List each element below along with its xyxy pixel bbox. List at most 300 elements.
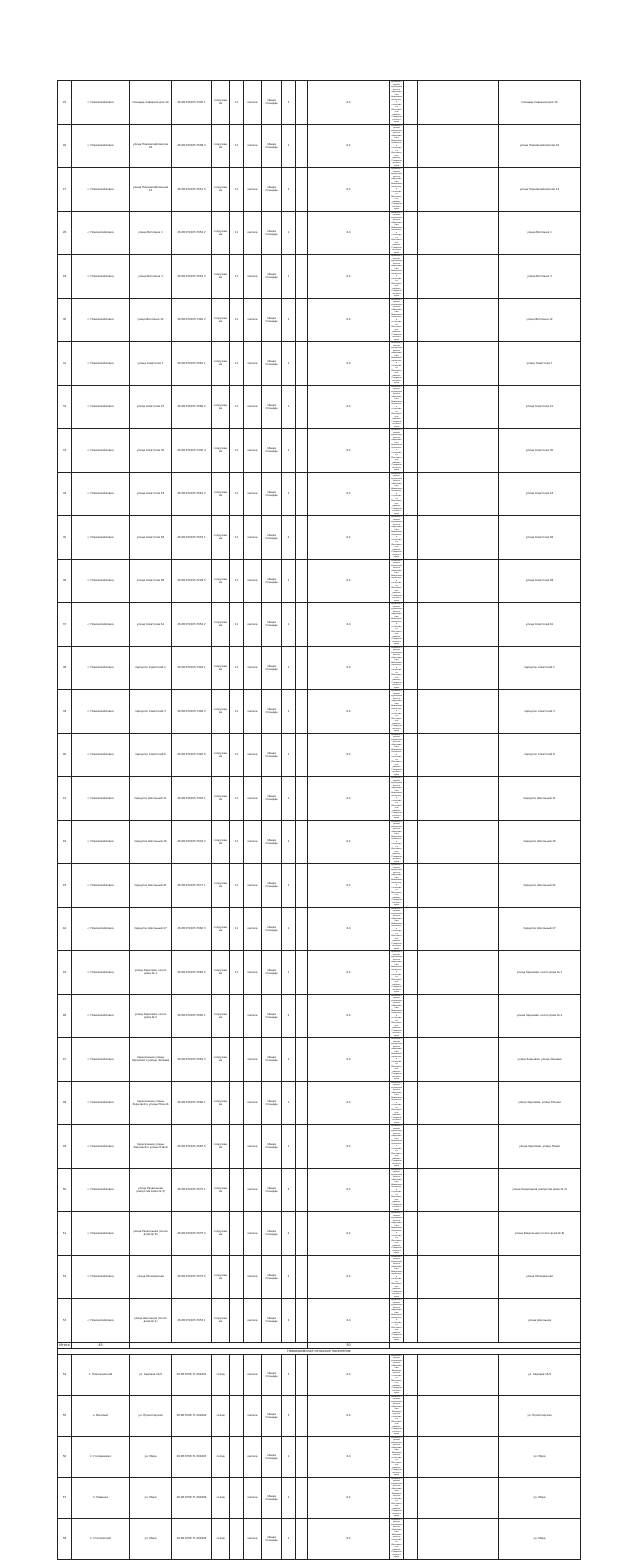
register-sheet [57, 80, 580, 1560]
row-locality: х. Степновский [72, 1518, 130, 1559]
row-number: 49 [58, 1125, 72, 1169]
row-category: общая площадь [262, 690, 282, 734]
row-area: 2 [282, 1299, 296, 1343]
row-form: мелкое [244, 646, 262, 690]
row-empty [404, 1255, 418, 1299]
row-owner: администрация муниципального образования Новомихайловского сельсовета Ипатовского района Ставропольского края [391, 646, 402, 689]
row-locality: с. Новомихайловка [72, 690, 130, 734]
row-empty [296, 1395, 308, 1436]
row-locality: с. Новомихайловка [72, 168, 130, 212]
row-number: 48 [58, 1081, 72, 1125]
row-number: 33 [58, 429, 72, 473]
row-value [230, 1436, 244, 1477]
row-empty [296, 385, 308, 429]
row-form: мелкое [244, 168, 262, 212]
table-row [58, 124, 581, 168]
row-value [230, 1255, 244, 1299]
row-form: мелкое [244, 777, 262, 821]
row-area: 1 [282, 820, 296, 864]
row-value [230, 994, 244, 1038]
row-street: улица Советская 21 [130, 385, 172, 429]
row-form: мелкое [244, 994, 262, 1038]
row-street: пересечение улицы Зерновой и улицы Южной [130, 1081, 172, 1125]
row-area: 1 [282, 646, 296, 690]
row-cadastre: 26:08:0708 71 000405 [172, 1518, 212, 1559]
row-owner: администрация муниципального образования Новомихайловского сельсовета Ипатовского района Ставропольского края [391, 559, 402, 602]
row-owner: администрация муниципального образования Новомихайловского сельсовета Ипатовского района Ставропольского края [391, 777, 402, 819]
table-row [58, 255, 581, 299]
row-number: 55 [58, 1395, 72, 1436]
row-category: общая площадь [262, 1299, 282, 1343]
row-number: 25 [58, 81, 72, 125]
row-ratio: 0,4 [308, 124, 390, 168]
row-number: 31 [58, 342, 72, 386]
row-value: 11 [230, 733, 244, 777]
row-area: 1 [282, 211, 296, 255]
row-ratio: 0,4 [308, 298, 390, 342]
row-kind: склад [212, 1354, 230, 1395]
row-empty [418, 951, 499, 995]
table-row [58, 516, 581, 560]
row-ratio: 0,4 [308, 646, 390, 690]
row-empty [404, 1518, 418, 1559]
row-empty [296, 472, 308, 516]
row-street: переулок Школьный 16 [130, 820, 172, 864]
row-area: 1 [282, 1081, 296, 1125]
row-area: 1 [282, 603, 296, 647]
row-cadastre: 26:08:070105:7075 5 [172, 1255, 212, 1299]
row-value: 11 [230, 298, 244, 342]
row-empty [296, 81, 308, 125]
row-owner: администрация муниципального образования Новомихайловского сельсовета Ипатовского района Ставропольского края [391, 994, 402, 1037]
row-owner: администрация муниципального образования Новомихайловского сельсовета Ипатовского района Ставропольского края [391, 211, 402, 254]
row-number: 53 [58, 1299, 72, 1343]
row-empty [296, 1477, 308, 1518]
row-empty [296, 1518, 308, 1559]
row-area: 1 [282, 124, 296, 168]
row-locality: с. Новомихайловка [72, 777, 130, 821]
row-empty [404, 1477, 418, 1518]
row-empty [404, 820, 418, 864]
row-number: 44 [58, 907, 72, 951]
row-kind: сооружение [212, 1212, 230, 1256]
row-empty [296, 168, 308, 212]
row-ratio: 0,4 [308, 603, 390, 647]
row-number: 50 [58, 1168, 72, 1212]
row-locality: с. Новомихайловка [72, 342, 130, 386]
row-value [230, 1168, 244, 1212]
row-empty [296, 1255, 308, 1299]
row-category: общая площадь [262, 429, 282, 473]
row-ratio: 0,4 [308, 951, 390, 995]
row-empty [404, 429, 418, 473]
row-value: 11 [230, 777, 244, 821]
row-value: 11 [230, 559, 244, 603]
row-kind: сооружение [212, 864, 230, 908]
row-empty [404, 1168, 418, 1212]
row-number: 52 [58, 1255, 72, 1299]
row-kind: сооружение [212, 124, 230, 168]
row-ratio: 0,4 [308, 1436, 390, 1477]
row-category: общая площадь [262, 777, 282, 821]
row-owner: администрация муниципального образования Новомихайловского сельсовета Ипатовского района Ставропольского края [391, 124, 402, 167]
table-row [58, 1518, 581, 1559]
row-street: переулок Советский 3 [130, 690, 172, 734]
table-row [58, 1255, 581, 1299]
row-cadastre: 26:08:0708 71 000403 [172, 1436, 212, 1477]
row-note: улица Ветлянка 12 [499, 298, 581, 342]
row-cadastre: 26:08:070105:7061 1 [172, 342, 212, 386]
row-locality: с. Новомихайловка [72, 559, 130, 603]
row-empty [404, 516, 418, 560]
row-kind: сооружение [212, 690, 230, 734]
row-category: общая площадь [262, 1125, 282, 1169]
row-note: улица Молодёжная [499, 1255, 581, 1299]
row-street: улица Ветлянка 12 [130, 298, 172, 342]
row-ratio: 0,4 [308, 733, 390, 777]
row-empty [418, 1168, 499, 1212]
row-area: 1 [282, 951, 296, 995]
row-area: 3 [282, 1395, 296, 1436]
row-locality: с. Новомихайловка [72, 864, 130, 908]
row-street: ул. Мира [130, 1518, 172, 1559]
row-ratio: 0,4 [308, 1125, 390, 1169]
row-owner: администрация муниципального образования Новомихайловского сельсовета Ипатовского района Ставропольского края [391, 255, 402, 297]
row-empty [296, 1299, 308, 1343]
table-row [58, 168, 581, 212]
row-locality: с. Новомихайловка [72, 298, 130, 342]
row-street: улица Молодёжная [130, 1255, 172, 1299]
table-row [58, 298, 581, 342]
row-locality: с. Новомихайловка [72, 951, 130, 995]
row-owner: администрация муниципального образования Новокрымского сельсовета Ипатовского района Ставропольского края [391, 1395, 402, 1435]
row-category: общая площадь [262, 994, 282, 1038]
row-empty [418, 864, 499, 908]
row-note: улица Советская 21 [499, 385, 581, 429]
row-cadastre: 26:08:070105:7077 1 [172, 864, 212, 908]
row-street: улица Советская 30 [130, 429, 172, 473]
row-value [230, 1125, 244, 1169]
table-row [58, 1395, 581, 1436]
row-empty [296, 820, 308, 864]
row-street: площадь Северная дом 10 [130, 81, 172, 125]
row-number: 42 [58, 820, 72, 864]
row-cadastre: 26:08:0708 71 000404 [172, 1477, 212, 1518]
row-street: переулок Советский 1 [130, 646, 172, 690]
row-owner: администрация муниципального образования Новомихайловского сельсовета Ипатовского района Ставропольского края [391, 603, 402, 645]
row-locality: с. Новомихайловка [72, 1168, 130, 1212]
row-locality: с. Новомихайловка [72, 516, 130, 560]
row-cadastre: 26:08:070105:7060 2 [172, 385, 212, 429]
row-category: общая площадь [262, 1477, 282, 1518]
row-empty [418, 777, 499, 821]
row-area: 3 [282, 1354, 296, 1395]
row-street: улица Школьная (около дома № 2) [130, 1299, 172, 1343]
row-ratio: 0,4 [308, 168, 390, 212]
row-kind: сооружение [212, 168, 230, 212]
row-empty [418, 1299, 499, 1343]
row-empty [404, 385, 418, 429]
row-value: 11 [230, 472, 244, 516]
row-form: мелкое [244, 385, 262, 429]
row-empty [296, 603, 308, 647]
row-street: пересечение улицы Зерновой и улицы Чапаева [130, 1038, 172, 1082]
row-cadastre: 26:08:070105:7052 3 [172, 255, 212, 299]
row-empty [296, 255, 308, 299]
section2-rows [58, 1354, 581, 1559]
row-street: переулок Школьный 21 [130, 864, 172, 908]
row-empty [404, 1125, 418, 1169]
row-street: ул. Садовая 15/2 [130, 1354, 172, 1395]
row-form: мелкое [244, 1125, 262, 1169]
row-area: 3 [282, 81, 296, 125]
row-empty [296, 777, 308, 821]
row-form: мелкое [244, 690, 262, 734]
row-empty [418, 646, 499, 690]
row-kind: сооружение [212, 951, 230, 995]
row-empty [418, 1255, 499, 1299]
row-form: мелкое [244, 864, 262, 908]
row-cadastre: 26:08:070105:7003 2 [172, 820, 212, 864]
row-form: мелкое [244, 211, 262, 255]
table-row [58, 646, 581, 690]
row-kind: сооружение [212, 1038, 230, 1082]
row-cadastre: 26:08:070105:7052 2 [172, 603, 212, 647]
row-kind: сооружение [212, 516, 230, 560]
row-locality: с. Новомихайловка [72, 124, 130, 168]
row-note: улица Новомихайловская 16 [499, 124, 581, 168]
row-ratio: 0,4 [308, 1518, 390, 1559]
table-row [58, 1477, 581, 1518]
row-kind: склад [212, 1436, 230, 1477]
row-empty [418, 1518, 499, 1559]
row-note: переулок Школьный 21 [499, 864, 581, 908]
row-locality: п. Головановка [72, 1436, 130, 1477]
row-category: общая площадь [262, 211, 282, 255]
row-empty [404, 994, 418, 1038]
row-owner: администрация муниципального образования Новомихайловского сельсовета Ипатовского района Ставропольского края [391, 472, 402, 515]
row-empty [418, 1395, 499, 1436]
row-note: улица Школьная [499, 1299, 581, 1343]
row-cadastre: 26:08:070105:7052 1 [172, 516, 212, 560]
row-category: общая площадь [262, 124, 282, 168]
row-number: 32 [58, 385, 72, 429]
row-note: переулок Советский 6 [499, 733, 581, 777]
row-form: мелкое [244, 907, 262, 951]
row-kind: сооружение [212, 472, 230, 516]
row-empty [404, 690, 418, 734]
row-cadastre: 26:08:070105:7052 5 [172, 168, 212, 212]
table-row [58, 1299, 581, 1343]
row-ratio: 0,4 [308, 342, 390, 386]
row-locality: х. Веселый [72, 1395, 130, 1436]
row-ratio: 0,4 [308, 1255, 390, 1299]
row-cadastre: 26:08:070105:7403 1 [172, 777, 212, 821]
row-street: пересечение улицы Зерновой и улицы Новой [130, 1125, 172, 1169]
row-note: улица Советская 43 [499, 472, 581, 516]
row-area: 1 [282, 1477, 296, 1518]
row-empty [404, 1038, 418, 1082]
row-value: 11 [230, 646, 244, 690]
row-note: ул. Мира [499, 1436, 581, 1477]
table-row [58, 1212, 581, 1256]
row-form: мелкое [244, 951, 262, 995]
row-area: 1 [282, 907, 296, 951]
row-note: улица Зерновая, около дома № 1 [499, 951, 581, 995]
row-street: улица Советская 61 [130, 603, 172, 647]
row-street: улица Раздольная (около дома № 8) [130, 1212, 172, 1256]
row-kind: сооружение [212, 211, 230, 255]
table-row [58, 1436, 581, 1477]
row-cadastre: 26:08:070105:7229 5 [172, 559, 212, 603]
row-category: общая площадь [262, 81, 282, 125]
row-value: 11 [230, 864, 244, 908]
table-row [58, 733, 581, 777]
row-empty [404, 1354, 418, 1395]
row-cadastre: 26:08:070105:7430 4 [172, 429, 212, 473]
row-empty [404, 1081, 418, 1125]
row-empty [404, 733, 418, 777]
row-ratio: 0,4 [308, 1081, 390, 1125]
table-row [58, 385, 581, 429]
row-value: 11 [230, 820, 244, 864]
row-kind: сооружение [212, 385, 230, 429]
row-empty [404, 472, 418, 516]
row-empty [404, 1299, 418, 1343]
row-locality: с. Новомихайловка [72, 211, 130, 255]
row-owner: администрация муниципального образования Новомихайловского сельсовета Ипатовского района Ставропольского края [391, 690, 402, 732]
row-empty [404, 777, 418, 821]
row-note: ул. Мира [499, 1518, 581, 1559]
row-empty [404, 342, 418, 386]
row-ratio: 0,4 [308, 1168, 390, 1212]
row-owner: администрация муниципального образования Новомихайловского сельсовета Ипатовского района Ставропольского края [391, 429, 402, 471]
row-kind: сооружение [212, 777, 230, 821]
row-locality: с. Новомихайловка [72, 907, 130, 951]
row-owner: администрация муниципального образования Новомихайловского сельсовета Ипатовского района Ставропольского края [391, 298, 402, 341]
row-kind: сооружение [212, 907, 230, 951]
row-category: общая площадь [262, 168, 282, 212]
row-area: 1 [282, 298, 296, 342]
row-owner: администрация муниципального образования Новомихайловского сельсовета Ипатовского района Ставропольского края [391, 1125, 402, 1167]
row-form: мелкое [244, 1081, 262, 1125]
row-ratio: 0,4 [308, 777, 390, 821]
row-form: мелкое [244, 1255, 262, 1299]
row-cadastre: 26:08:070105:7444 1 [172, 646, 212, 690]
row-street: улица Советская 56 [130, 516, 172, 560]
row-street: ул. Пролетарская [130, 1395, 172, 1436]
row-area: 1 [282, 690, 296, 734]
row-kind: сооружение [212, 429, 230, 473]
row-empty [418, 733, 499, 777]
row-value: 11 [230, 211, 244, 255]
row-ratio: 0,4 [308, 385, 390, 429]
row-ratio: 0,4 [308, 864, 390, 908]
row-empty [404, 1212, 418, 1256]
row-street: улица Ветлянка 1 [130, 211, 172, 255]
row-value: 11 [230, 255, 244, 299]
row-area: 1 [282, 472, 296, 516]
row-cadastre: 26:08:070105:7065 2 [172, 951, 212, 995]
row-locality: с. Новомихайловка [72, 1299, 130, 1343]
row-ratio: 0,4 [308, 429, 390, 473]
table-row [58, 342, 581, 386]
row-form: мелкое [244, 298, 262, 342]
row-kind: сооружение [212, 1081, 230, 1125]
row-empty [404, 907, 418, 951]
row-street: улица Ветлянка 3 [130, 255, 172, 299]
section1-rows [58, 81, 581, 1343]
row-locality: с. Новомихайловка [72, 385, 130, 429]
row-note: улица Советская 56 [499, 516, 581, 560]
row-number: 54 [58, 1354, 72, 1395]
row-empty [296, 1212, 308, 1256]
row-locality: с. Новомихайловка [72, 429, 130, 473]
row-category: общая площадь [262, 255, 282, 299]
row-empty [404, 81, 418, 125]
total-count: 45 [72, 1342, 130, 1348]
row-empty [296, 994, 308, 1038]
row-category: общая площадь [262, 864, 282, 908]
row-cadastre: 26:08:070105:7075 4 [172, 1212, 212, 1256]
row-category: общая площадь [262, 385, 282, 429]
table-row [58, 603, 581, 647]
row-empty [418, 994, 499, 1038]
row-value: 11 [230, 429, 244, 473]
row-form: мелкое [244, 429, 262, 473]
row-note: переулок Школьный 11 [499, 777, 581, 821]
row-value: 11 [230, 951, 244, 995]
row-ratio: 0,4 [308, 1354, 390, 1395]
row-empty [418, 1081, 499, 1125]
row-owner: администрация муниципального образования Новомихайловского сельсовета Ипатовского района Ставропольского края [391, 820, 402, 863]
row-cadastre: 26:08:070105:7060 3 [172, 907, 212, 951]
row-empty [404, 211, 418, 255]
row-locality: с. Новомихайловка [72, 820, 130, 864]
row-empty [418, 690, 499, 734]
row-area: 2 [282, 994, 296, 1038]
row-value [230, 1081, 244, 1125]
row-cadastre: 26:08:070105:7060 1 [172, 1081, 212, 1125]
row-owner: администрация муниципального образования Новомихайловского сельсовета Ипатовского района Ставропольского края [391, 1038, 402, 1080]
row-empty [296, 951, 308, 995]
row-number: 41 [58, 777, 72, 821]
row-number: 47 [58, 1038, 72, 1082]
section-title: Новокрымское сельское поселение [58, 1348, 581, 1354]
row-note: улица Раздольная (около дома № 8) [499, 1212, 581, 1256]
row-empty [418, 124, 499, 168]
row-number: 38 [58, 646, 72, 690]
row-kind: сооружение [212, 820, 230, 864]
row-category: общая площадь [262, 1212, 282, 1256]
row-street: улица Советская 7 [130, 342, 172, 386]
row-number: 37 [58, 603, 72, 647]
row-locality: с. Новомихайловка [72, 1212, 130, 1256]
row-empty [418, 385, 499, 429]
row-empty [404, 864, 418, 908]
row-empty [418, 603, 499, 647]
row-street: переулок Школьный 27 [130, 907, 172, 951]
row-category: общая площадь [262, 733, 282, 777]
row-kind: сооружение [212, 1255, 230, 1299]
row-value [230, 1395, 244, 1436]
row-value: 11 [230, 690, 244, 734]
row-cadastre: 26:08:070105:7440 5 [172, 690, 212, 734]
row-owner: администрация муниципального образования Новомихайловского сельсовета Ипатовского района Ставропольского края [391, 516, 402, 558]
row-note: ул. Пролетарская [499, 1395, 581, 1436]
row-empty [418, 1436, 499, 1477]
row-number: 36 [58, 559, 72, 603]
